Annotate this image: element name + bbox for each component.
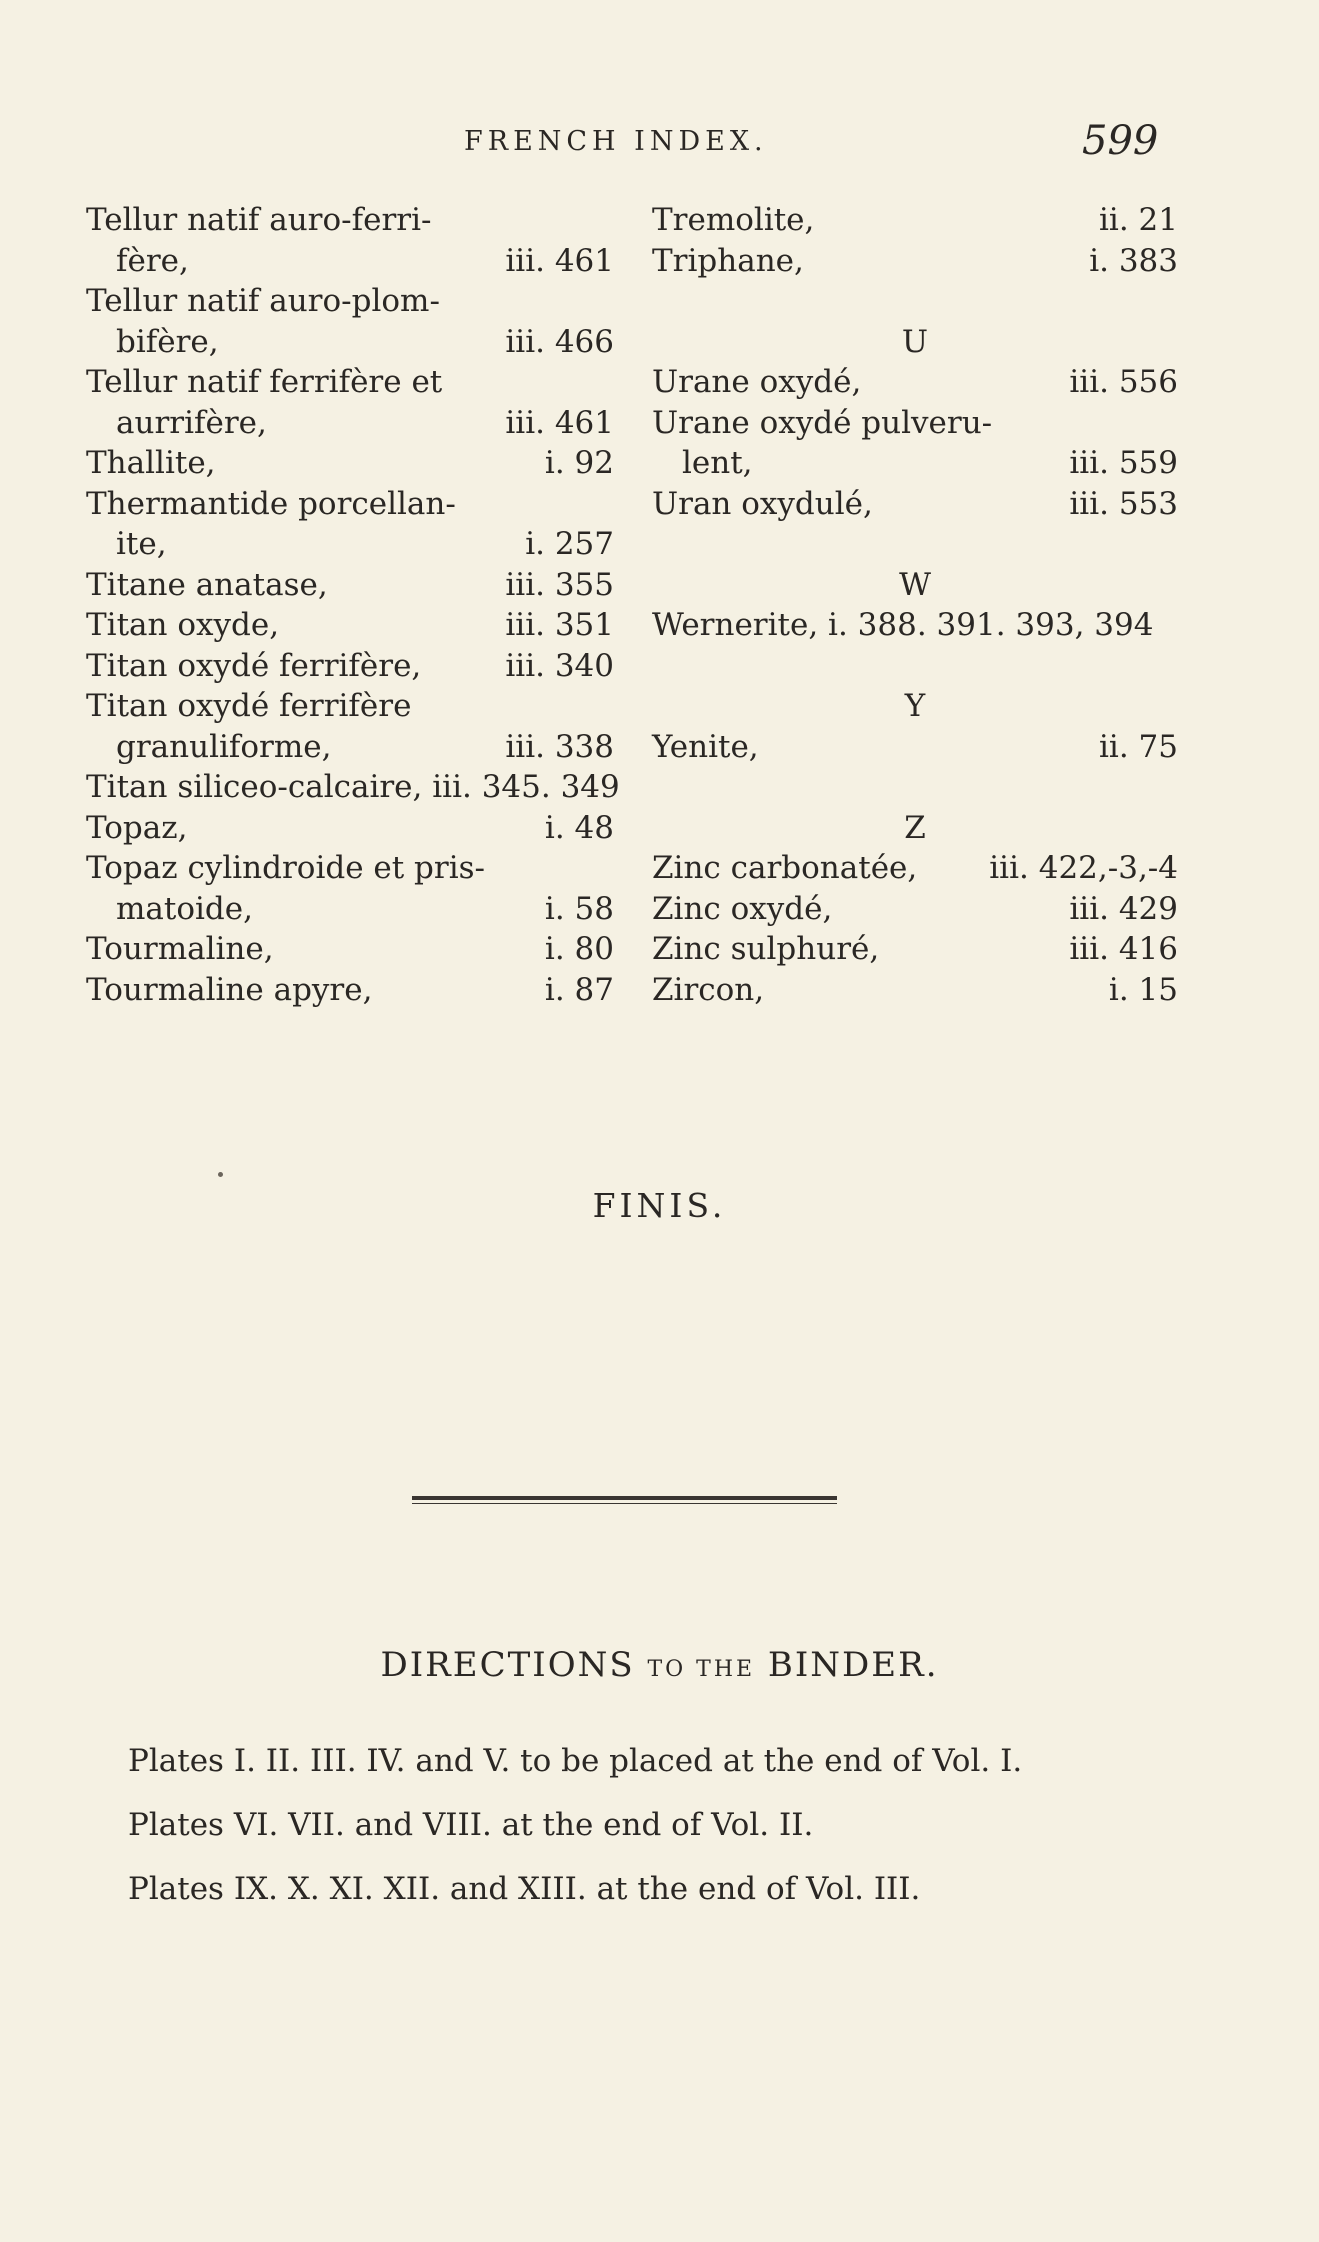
index-entry-ref: iii. 461 <box>505 242 614 279</box>
index-entry <box>652 281 1178 322</box>
index-entry-term: Titan oxydé ferrifère <box>86 688 412 724</box>
section-letter <box>652 686 1178 727</box>
index-entry-ref: iii. 351 <box>505 607 614 643</box>
index-entry <box>86 808 614 849</box>
divider-rule <box>412 1496 837 1500</box>
index-entry-ref: i. 257 <box>525 526 614 562</box>
index-entry-ref: iii. 340 <box>505 647 614 684</box>
index-entry <box>652 767 1178 808</box>
index-entry-term: Tellur natif auro-ferri- <box>86 202 432 238</box>
index-entry <box>86 443 614 484</box>
section-letter <box>652 565 1178 606</box>
index-entry-term: Zinc carbonatée, <box>652 850 918 886</box>
index-entry-term: Zinc sulphuré, <box>652 931 880 967</box>
page-header <box>0 118 1319 168</box>
index-entry <box>86 322 614 363</box>
section-letter-text: Y <box>904 688 926 724</box>
page-number: 599 <box>1082 118 1159 164</box>
index-entry-ref: iii. 553 <box>1069 485 1178 522</box>
index-entry <box>652 484 1178 525</box>
index-entry-term: Tellur natif auro-plom- <box>86 283 440 319</box>
index-entry <box>86 605 614 646</box>
index-entry-term: Wernerite, i. 388. 391. 393, 394 <box>652 607 1154 643</box>
index-entry-ref: iii. 461 <box>505 404 614 441</box>
index-entry-term: Yenite, <box>652 728 759 765</box>
index-entry-term: Uran oxydulé, <box>652 485 873 522</box>
index-entry <box>86 524 614 565</box>
index-entry-term: Tourmaline, <box>86 931 274 967</box>
section-letter-text: U <box>901 323 929 360</box>
index-entry-term: Titan oxydé ferrifère, <box>86 647 422 684</box>
index-entry <box>652 929 1178 970</box>
index-entry-term: Thallite, <box>86 445 216 481</box>
index-entry-ref: ii. 21 <box>1099 202 1178 238</box>
index-entry <box>86 200 614 241</box>
index-entry-ref: i. 48 <box>544 809 614 846</box>
index-entry-ref: i. 92 <box>544 445 614 481</box>
index-entry-ref: i. 15 <box>1108 971 1178 1008</box>
index-entry-term: ite, <box>116 526 167 562</box>
index-entry-term: aurrifère, <box>116 404 267 441</box>
finis-label: FINIS. <box>592 1186 727 1225</box>
index-entry-ref: iii. 338 <box>505 728 614 765</box>
index-entry-term: Zinc oxydé, <box>652 890 833 927</box>
index-entry <box>652 524 1178 565</box>
index-entry <box>652 889 1178 930</box>
index-entry <box>86 281 614 322</box>
index-entry-term: Tremolite, <box>652 202 815 238</box>
index-entry <box>86 970 614 1011</box>
directions-line: Plates VI. VII. and VIII. at the end of Vol. II. <box>128 1807 814 1843</box>
index-entry-ref: iii. 355 <box>505 566 614 603</box>
index-entry-ref: i. 87 <box>544 971 614 1008</box>
section-letter <box>652 808 1178 849</box>
index-entry <box>86 403 614 444</box>
index-entry-term: Titan siliceo-calcaire, iii. 345. 349 <box>86 769 620 805</box>
index-entry-term: Topaz cylindroide et pris- <box>86 850 486 886</box>
index-entry-term: granuliforme, <box>116 728 332 765</box>
index-entry-term: Topaz, <box>86 809 188 846</box>
index-entry <box>652 200 1178 241</box>
directions-line: Plates IX. X. XI. XII. and XIII. at the end of Vol. III. <box>128 1871 921 1907</box>
index-entry-term: lent, <box>682 445 753 481</box>
index-entry-term: Zircon, <box>652 971 765 1008</box>
directions-title-main: DIRECTIONS <box>380 1645 635 1685</box>
index-entry-ref: i. 58 <box>544 890 614 927</box>
index-entry <box>86 686 614 727</box>
index-entry-ref: iii. 466 <box>505 323 614 360</box>
index-entry-ref: iii. 416 <box>1069 931 1178 967</box>
index-entry <box>86 484 614 525</box>
divider-rule-thin <box>412 1503 837 1504</box>
index-entry <box>652 362 1178 403</box>
index-entry <box>86 767 620 808</box>
section-letter <box>652 322 1178 363</box>
directions-title-connector: TO THE <box>647 1657 756 1682</box>
index-entry <box>86 241 614 282</box>
index-entry-term: Titane anatase, <box>86 566 328 603</box>
index-entry <box>86 362 614 403</box>
index-entry-ref: iii. 559 <box>1069 445 1178 481</box>
section-letter-text: Z <box>904 809 926 846</box>
running-head: FRENCH INDEX. <box>464 126 768 157</box>
index-entry-term: Tourmaline apyre, <box>86 971 373 1008</box>
index-entry-ref: i. 383 <box>1089 242 1178 279</box>
index-entry <box>86 646 614 687</box>
index-entry-term: fère, <box>116 242 189 279</box>
index-entry <box>652 848 1178 889</box>
index-entry-ref: ii. 75 <box>1099 728 1178 765</box>
index-entry-term: Urane oxydé pulveru- <box>652 404 993 441</box>
index-entry <box>86 929 614 970</box>
index-entry <box>86 889 614 930</box>
index-column-left <box>86 200 620 1010</box>
index-entry-ref: iii. 429 <box>1069 890 1178 927</box>
index-entry-term: matoide, <box>116 890 253 927</box>
section-letter-text: W <box>899 566 931 603</box>
index-entry-term: Titan oxyde, <box>86 607 280 643</box>
ink-speck <box>218 1172 223 1177</box>
index-entry <box>652 241 1178 282</box>
index-entry <box>652 970 1178 1011</box>
index-entry-term: bifère, <box>116 323 219 360</box>
index-entry-ref: iii. 422,-3,-4 <box>989 850 1178 886</box>
index-entry-term: Urane oxydé, <box>652 364 862 400</box>
directions-title <box>0 1645 1319 1685</box>
index-entry <box>652 646 1178 687</box>
index-entry <box>652 727 1178 768</box>
index-entry-ref: i. 80 <box>544 931 614 967</box>
index-entry <box>652 443 1178 484</box>
index-entry <box>86 727 614 768</box>
index-entry <box>86 565 614 606</box>
directions-title-end: BINDER. <box>767 1645 939 1685</box>
index-entry-term: Thermantide porcellan- <box>86 485 456 522</box>
directions-line: Plates I. II. III. IV. and V. to be placed at the end of Vol. I. <box>128 1743 1023 1779</box>
index-entry-ref: iii. 556 <box>1069 364 1178 400</box>
index-column-right <box>652 200 1178 1010</box>
index-entry <box>86 848 614 889</box>
index-entry-term: Triphane, <box>652 242 804 279</box>
index-entry <box>652 403 1178 444</box>
index-entry <box>652 605 1178 646</box>
index-entry-term: Tellur natif ferrifère et <box>86 364 443 400</box>
